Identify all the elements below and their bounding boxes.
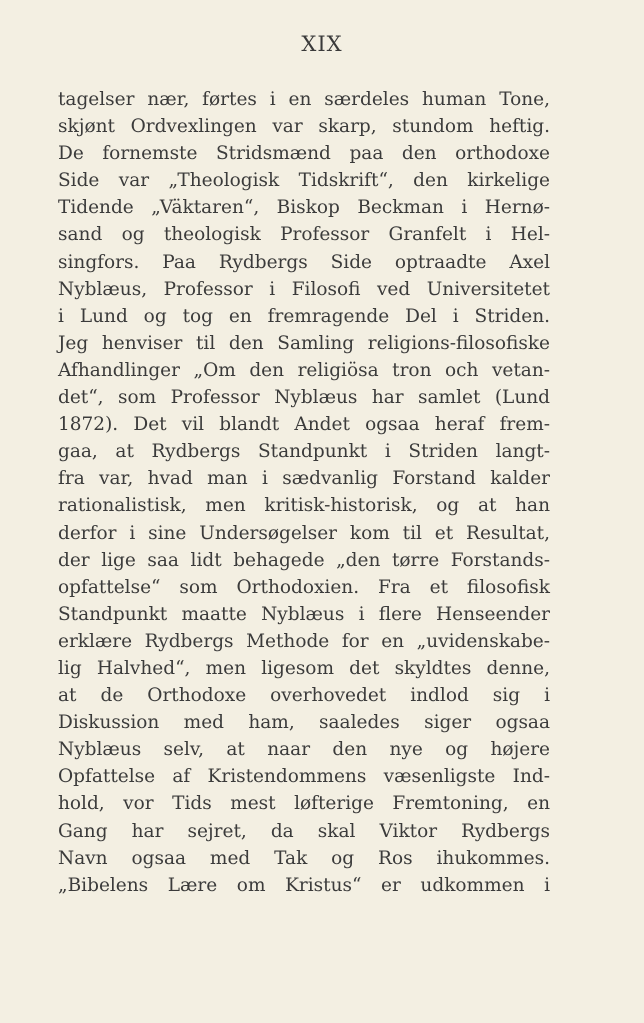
text-line: sand og theologisk Professor Granfelt i Hel- [58,224,550,246]
text-line: Jeg henviser til den Samling religions-filosofiske [58,332,550,354]
page-number: XIX [301,32,343,56]
text-line: „Bibelens Lære om Kristus“ er udkommen i [58,874,550,896]
text-line: Afhandlinger „Om den religiösa tron och vetan- [58,359,550,381]
text-line: lig Halvhed“, men ligesom det skyldtes denne, [58,657,550,679]
text-line: singfors. Paa Rydbergs Side optraadte Axel [58,251,550,273]
text-line: Standpunkt maatte Nyblæus i flere Henseender [58,603,550,625]
text-line: skjønt Ordvexlingen var skarp, stundom heftig. [58,116,550,138]
text-line: rationalistisk, men kritisk-historisk, og at han [58,495,550,517]
text-line: Navn ogsaa med Tak og Ros ihukommes. [58,847,550,869]
body-text [58,86,550,899]
text-line: Opfattelse af Kristendommens væsenligste Ind- [58,766,550,788]
text-line: det“, som Professor Nyblæus har samlet (Lund [58,387,550,409]
text-line: Nyblæus selv, at naar den nye og højere [58,739,550,761]
text-line: Nyblæus, Professor i Filosofi ved Universitetet [58,278,550,300]
text-line: Tidende „Väktaren“, Biskop Beckman i Hernø- [58,197,550,219]
text-line: hold, vor Tids mest løfterige Fremtoning, en [58,793,550,815]
text-line: Gang har sejret, da skal Viktor Rydbergs [58,820,550,842]
text-line: opfattelse“ som Orthodoxien. Fra et filosofisk [58,576,550,598]
text-line: at de Orthodoxe overhovedet indlod sig i [58,685,550,707]
text-line: Diskussion med ham, saaledes siger ogsaa [58,712,550,734]
text-line: i Lund og tog en fremragende Del i Striden. [58,305,550,327]
text-line: De fornemste Stridsmænd paa den orthodoxe [58,143,550,165]
text-line: derfor i sine Undersøgelser kom til et Resultat, [58,522,550,544]
text-line: fra var, hvad man i sædvanlig Forstand kalder [58,468,550,490]
text-line: Side var „Theologisk Tidskrift“, den kirkelige [58,170,550,192]
text-line: tagelser nær, førtes i en særdeles human Tone, [58,89,550,110]
text-line: 1872). Det vil blandt Andet ogsaa heraf frem- [58,414,550,436]
text-line: gaa, at Rydbergs Standpunkt i Striden langt- [58,441,550,463]
text-line: der lige saa lidt behagede „den tørre Forstands- [58,549,550,571]
text-line: erklære Rydbergs Methode for en „uvidenskabe- [58,630,550,652]
